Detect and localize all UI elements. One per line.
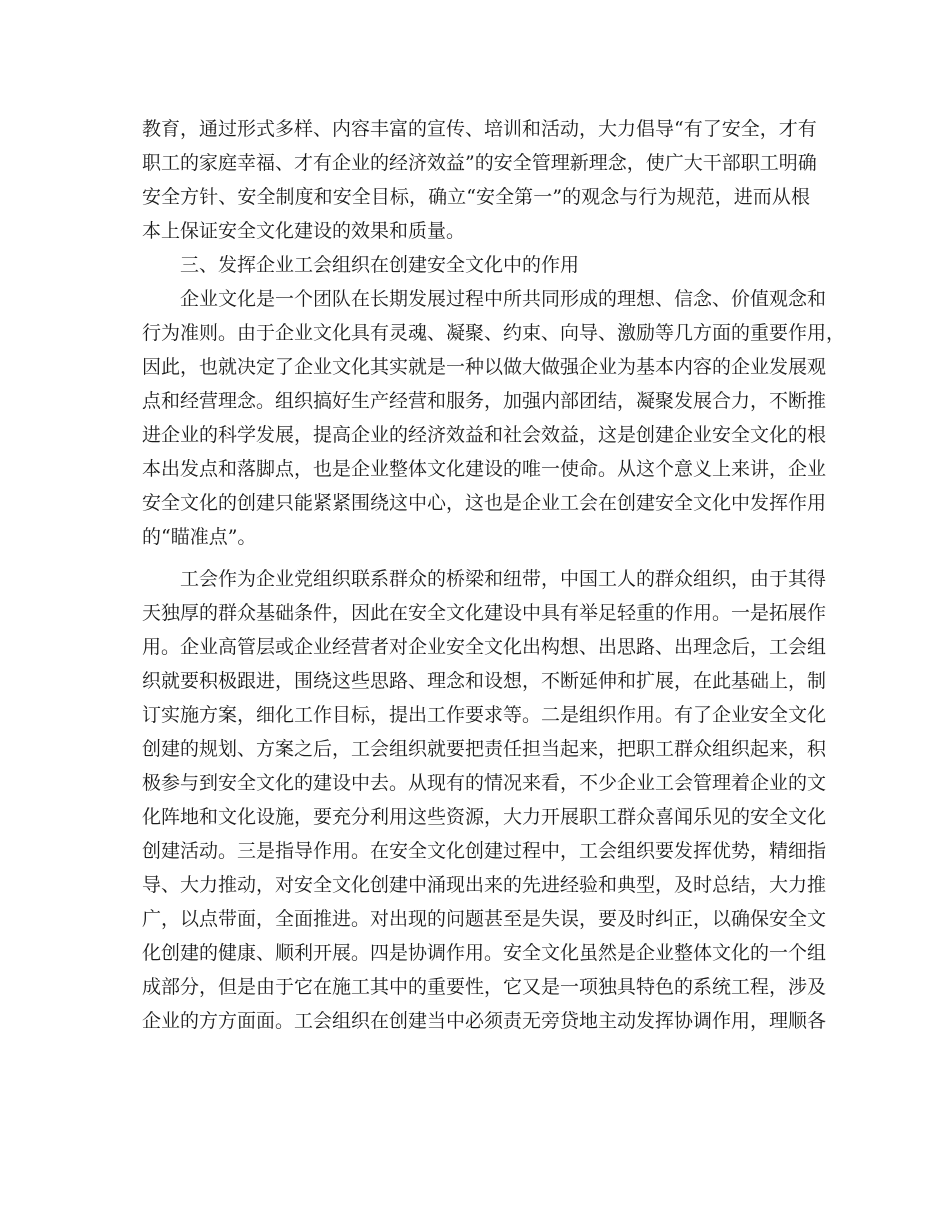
text-line: 本出发点和落脚点，也是企业整体文化建设的唯一使命。从这个意义上来讲，企业 bbox=[142, 458, 827, 480]
text-line: 极参与到安全文化的建设中去。从现有的情况来看，不少企业工会管理着企业的文 bbox=[142, 772, 827, 794]
text-line: 订实施方案，细化工作目标，提出工作要求等。二是组织作用。有了企业安全文化 bbox=[142, 704, 827, 726]
text-line: 工会作为企业党组织联系群众的桥梁和纽带，中国工人的群众组织，由于其得 bbox=[180, 568, 827, 590]
text-line: 广，以点带面，全面推进。对出现的问题甚至是失误，要及时纠正，以确保安全文 bbox=[142, 908, 827, 930]
paragraph bbox=[142, 562, 827, 1038]
text-line: 行为准则。由于企业文化具有灵魂、凝聚、约束、向导、激励等几方面的重要作用， bbox=[142, 322, 846, 344]
text-line: 因此，也就决定了企业文化其实就是一种以做大做强企业为基本内容的企业发展观 bbox=[142, 356, 827, 378]
text-line: 化创建的健康、顺利开展。四是协调作用。安全文化虽然是企业整体文化的一个组 bbox=[142, 942, 827, 964]
heading-text: 三、发挥企业工会组织在创建安全文化中的作用 bbox=[180, 254, 580, 276]
text-line: 进企业的科学发展，提高企业的经济效益和社会效益，这是创建企业安全文化的根 bbox=[142, 424, 827, 446]
paragraph bbox=[142, 112, 817, 248]
paragraph-gap bbox=[142, 554, 810, 562]
text-line: 企业的方方面面。工会组织在创建当中必须责无旁贷地主动发挥协调作用，理顺各 bbox=[142, 1010, 827, 1032]
text-line: 化阵地和文化设施，要充分利用这些资源，大力开展职工群众喜闻乐见的安全文化 bbox=[142, 806, 827, 828]
text-line: 职工的家庭幸福、才有企业的经济效益”的安全管理新理念，使广大干部职工明确 bbox=[142, 152, 817, 174]
document-body bbox=[142, 112, 846, 1038]
text-line: 创建的规划、方案之后，工会组织就要把责任担当起来，把职工群众组织起来，积 bbox=[142, 738, 827, 760]
text-line: 的“瞄准点”。 bbox=[142, 526, 257, 548]
text-line: 安全方针、安全制度和安全目标，确立“安全第一”的观念与行为规范，进而从根 bbox=[142, 186, 810, 208]
text-line: 企业文化是一个团队在长期发展过程中所共同形成的理想、信念、价值观念和 bbox=[180, 288, 827, 310]
text-line: 创建活动。三是指导作用。在安全文化创建过程中，工会组织要发挥优势，精细指 bbox=[142, 840, 827, 862]
text-line: 导、大力推动，对安全文化创建中涌现出来的先进经验和典型，及时总结，大力推 bbox=[142, 874, 827, 896]
text-line: 本上保证安全文化建设的效果和质量。 bbox=[142, 220, 466, 242]
text-line: 成部分，但是由于它在施工其中的重要性，它又是一项独具特色的系统工程，涉及 bbox=[142, 976, 827, 998]
text-line: 用。企业高管层或企业经营者对企业安全文化出构想、出思路、出理念后，工会组 bbox=[142, 636, 827, 658]
section-heading bbox=[142, 248, 810, 282]
text-line: 教育，通过形式多样、内容丰富的宣传、培训和活动，大力倡导“有了安全，才有 bbox=[142, 118, 817, 140]
text-line: 天独厚的群众基础条件，因此在安全文化建设中具有举足轻重的作用。一是拓展作 bbox=[142, 602, 827, 624]
paragraph bbox=[142, 282, 846, 554]
text-line: 安全文化的创建只能紧紧围绕这中心，这也是企业工会在创建安全文化中发挥作用 bbox=[142, 492, 827, 514]
text-line: 织就要积极跟进，围绕这些思路、理念和设想，不断延伸和扩展，在此基础上，制 bbox=[142, 670, 827, 692]
text-line: 点和经营理念。组织搞好生产经营和服务，加强内部团结，凝聚发展合力，不断推 bbox=[142, 390, 827, 412]
